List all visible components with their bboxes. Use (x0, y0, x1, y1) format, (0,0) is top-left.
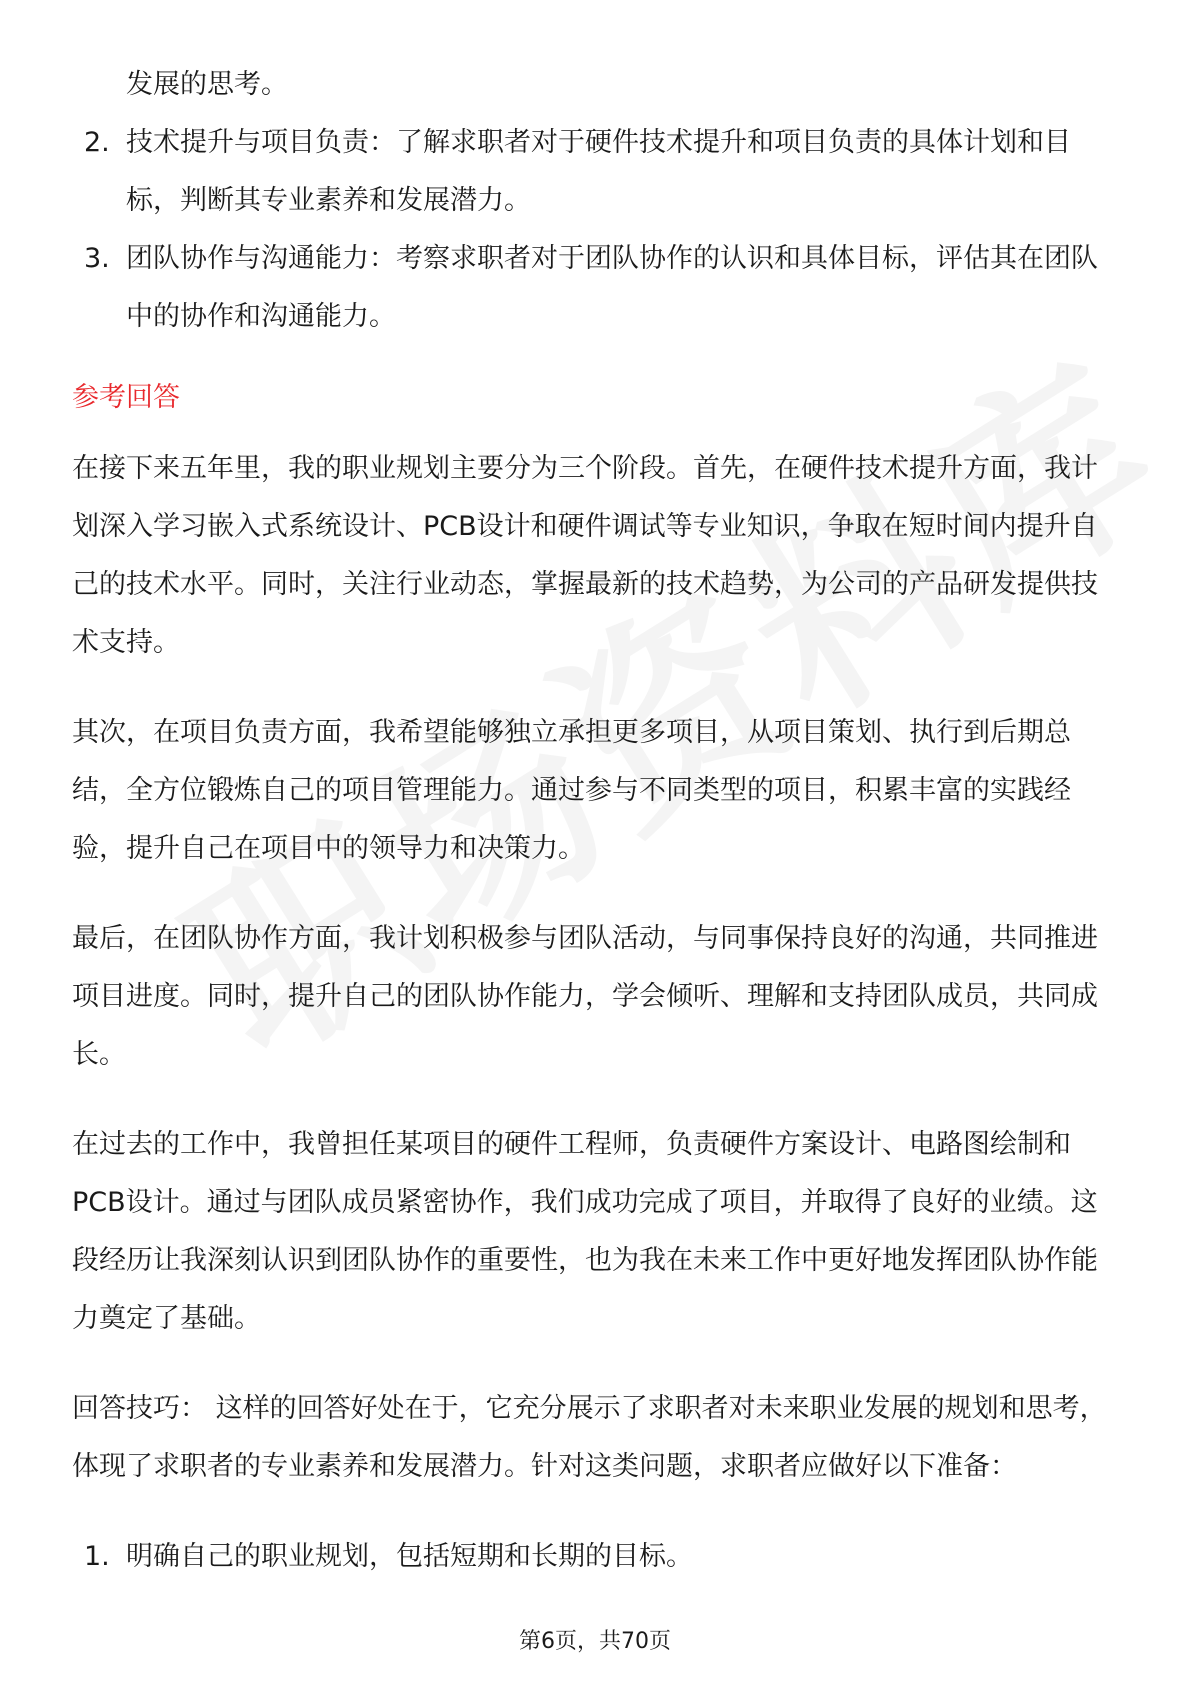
answer-paragraph: 在接下来五年里，我的职业规划主要分为三个阶段。首先，在硬件技术提升方面，我计划深入学习嵌入式系统设计、PCB设计和硬件调试等专业知识，争取在短时间内提升自己的技术水平。同时，关注行业动态，掌握最新的技术趋势，为公司的产品研发提供技术支持。 (72, 453, 1098, 658)
list-item (72, 114, 1122, 230)
tips-paragraph: 回答技巧： 这样的回答好处在于，它充分展示了求职者对未来职业发展的规划和思考，体现了求职者的专业素养和发展潜力。针对这类问题，求职者应做好以下准备： (72, 1393, 1107, 1482)
answer-paragraph: 最后，在团队协作方面，我计划积极参与团队活动，与同事保持良好的沟通，共同推进项目进度。同时，提升自己的团队协作能力，学会倾听、理解和支持团队成员，共同成长。 (72, 923, 1098, 1070)
list-number: 2. (84, 127, 110, 158)
list-item-text: 技术提升与项目负责：了解求职者对于硬件技术提升和项目负责的具体计划和目标，判断其专业素养和发展潜力。 (126, 127, 1071, 216)
page-footer: 第6页，共70页 (519, 1629, 671, 1654)
list-item (72, 1528, 1122, 1586)
list-item-continuation: 发展的思考。 (126, 69, 288, 100)
answer-paragraph: 在过去的工作中，我曾担任某项目的硬件工程师，负责硬件方案设计、电路图绘制和PCB设计。通过与团队成员紧密协作，我们成功完成了项目，并取得了良好的业绩。这段经历让我深刻认识到团队协作的重要性，也为我在未来工作中更好地发挥团队协作能力奠定了基础。 (72, 1129, 1098, 1334)
document-body (72, 56, 1122, 1586)
section-heading: 参考回答 (72, 382, 180, 413)
list-item (72, 230, 1122, 346)
list-item-text: 团队协作与沟通能力：考察求职者对于团队协作的认识和具体目标，评估其在团队中的协作和沟通能力。 (126, 243, 1098, 332)
list-number: 3. (84, 243, 110, 274)
list-item-text: 明确自己的职业规划，包括短期和长期的目标。 (126, 1541, 693, 1572)
list-number: 1. (84, 1541, 110, 1572)
answer-paragraph: 其次，在项目负责方面，我希望能够独立承担更多项目，从项目策划、执行到后期总结，全方位锻炼自己的项目管理能力。通过参与不同类型的项目，积累丰富的实践经验，提升自己在项目中的领导力和决策力。 (72, 717, 1071, 864)
